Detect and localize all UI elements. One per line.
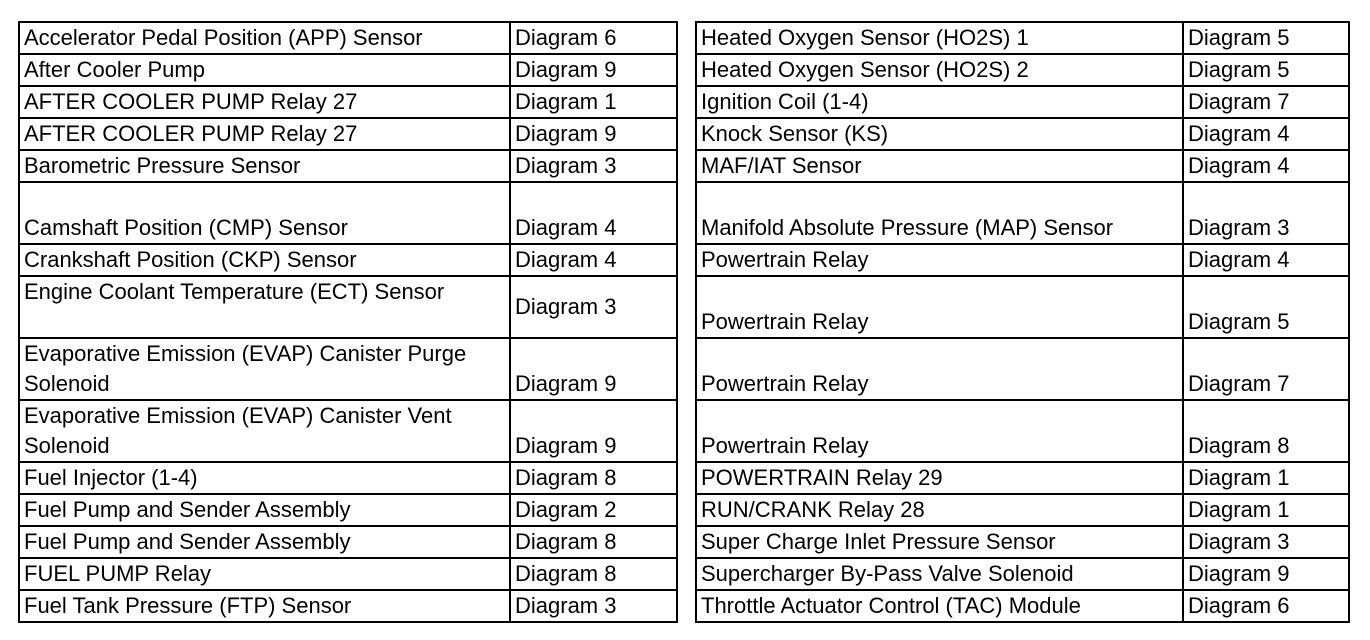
table-row bbox=[19, 150, 1349, 182]
table-row bbox=[19, 182, 1349, 244]
component-name-cell: Fuel Tank Pressure (FTP) Sensor bbox=[19, 590, 510, 622]
diagram-ref-cell: Diagram 4 bbox=[510, 182, 677, 244]
table-row bbox=[19, 494, 1349, 526]
diagram-ref-cell: Diagram 3 bbox=[510, 276, 677, 338]
table-row bbox=[19, 462, 1349, 494]
diagram-ref-cell: Diagram 9 bbox=[510, 54, 677, 86]
diagram-ref-cell: Diagram 3 bbox=[1183, 526, 1349, 558]
component-name-cell: Barometric Pressure Sensor bbox=[19, 150, 510, 182]
component-name-cell: Manifold Absolute Pressure (MAP) Sensor bbox=[696, 182, 1183, 244]
component-name-cell: FUEL PUMP Relay bbox=[19, 558, 510, 590]
diagram-ref-cell: Diagram 9 bbox=[510, 118, 677, 150]
component-name-cell: Super Charge Inlet Pressure Sensor bbox=[696, 526, 1183, 558]
diagram-ref-cell: Diagram 2 bbox=[510, 494, 677, 526]
table-row bbox=[19, 526, 1349, 558]
component-name-cell: Heated Oxygen Sensor (HO2S) 2 bbox=[696, 54, 1183, 86]
table-row bbox=[19, 590, 1349, 622]
diagram-ref-cell: Diagram 7 bbox=[1183, 338, 1349, 400]
diagram-ref-cell: Diagram 9 bbox=[510, 400, 677, 462]
component-name-cell: AFTER COOLER PUMP Relay 27 bbox=[19, 86, 510, 118]
component-name-cell: Heated Oxygen Sensor (HO2S) 1 bbox=[696, 22, 1183, 54]
diagram-ref-cell: Diagram 3 bbox=[510, 590, 677, 622]
component-name-cell: MAF/IAT Sensor bbox=[696, 150, 1183, 182]
diagram-ref-cell: Diagram 4 bbox=[1183, 118, 1349, 150]
component-name-cell: POWERTRAIN Relay 29 bbox=[696, 462, 1183, 494]
component-name-cell: Supercharger By-Pass Valve Solenoid bbox=[696, 558, 1183, 590]
table-row bbox=[19, 276, 1349, 338]
column-gap bbox=[677, 338, 696, 400]
column-gap bbox=[677, 54, 696, 86]
diagram-ref-cell: Diagram 1 bbox=[1183, 494, 1349, 526]
component-name-cell: Evaporative Emission (EVAP) Canister Vent Solenoid bbox=[19, 400, 510, 462]
diagram-ref-cell: Diagram 5 bbox=[1183, 54, 1349, 86]
component-name-cell: Fuel Injector (1-4) bbox=[19, 462, 510, 494]
table-row bbox=[19, 86, 1349, 118]
diagram-ref-cell: Diagram 8 bbox=[510, 462, 677, 494]
column-gap bbox=[677, 22, 696, 54]
diagram-ref-cell: Diagram 5 bbox=[1183, 22, 1349, 54]
column-gap bbox=[677, 276, 696, 338]
column-gap bbox=[677, 590, 696, 622]
table-row bbox=[19, 22, 1349, 54]
column-gap bbox=[677, 526, 696, 558]
table-row bbox=[19, 400, 1349, 462]
table-row bbox=[19, 244, 1349, 276]
component-name-cell: Fuel Pump and Sender Assembly bbox=[19, 526, 510, 558]
diagram-ref-cell: Diagram 5 bbox=[1183, 276, 1349, 338]
component-name-cell: Accelerator Pedal Position (APP) Sensor bbox=[19, 22, 510, 54]
column-gap bbox=[677, 118, 696, 150]
diagram-ref-cell: Diagram 4 bbox=[510, 244, 677, 276]
table-row bbox=[19, 54, 1349, 86]
diagram-ref-cell: Diagram 8 bbox=[1183, 400, 1349, 462]
component-name-cell: After Cooler Pump bbox=[19, 54, 510, 86]
diagram-ref-cell: Diagram 9 bbox=[1183, 558, 1349, 590]
diagram-ref-cell: Diagram 1 bbox=[1183, 462, 1349, 494]
diagram-ref-cell: Diagram 1 bbox=[510, 86, 677, 118]
component-name-cell: RUN/CRANK Relay 28 bbox=[696, 494, 1183, 526]
table-row bbox=[19, 338, 1349, 400]
component-name-cell: Powertrain Relay bbox=[696, 400, 1183, 462]
component-name-cell: Powertrain Relay bbox=[696, 244, 1183, 276]
table-row bbox=[19, 118, 1349, 150]
diagram-ref-cell: Diagram 8 bbox=[510, 558, 677, 590]
component-name-cell: Throttle Actuator Control (TAC) Module bbox=[696, 590, 1183, 622]
component-name-cell: Powertrain Relay bbox=[696, 276, 1183, 338]
column-gap bbox=[677, 244, 696, 276]
component-name-cell: Crankshaft Position (CKP) Sensor bbox=[19, 244, 510, 276]
column-gap bbox=[677, 182, 696, 244]
component-name-cell: Camshaft Position (CMP) Sensor bbox=[19, 182, 510, 244]
component-name-cell: Powertrain Relay bbox=[696, 338, 1183, 400]
component-name-cell: Fuel Pump and Sender Assembly bbox=[19, 494, 510, 526]
diagram-ref-cell: Diagram 3 bbox=[1183, 182, 1349, 244]
component-name-cell: Knock Sensor (KS) bbox=[696, 118, 1183, 150]
component-diagram-index-table bbox=[18, 21, 1350, 623]
component-name-cell: Engine Coolant Temperature (ECT) Sensor bbox=[19, 276, 510, 338]
column-gap bbox=[677, 558, 696, 590]
diagram-ref-cell: Diagram 7 bbox=[1183, 86, 1349, 118]
diagram-ref-cell: Diagram 8 bbox=[510, 526, 677, 558]
column-gap bbox=[677, 400, 696, 462]
column-gap bbox=[677, 150, 696, 182]
diagram-ref-cell: Diagram 4 bbox=[1183, 244, 1349, 276]
component-name-cell: Ignition Coil (1-4) bbox=[696, 86, 1183, 118]
table-row bbox=[19, 558, 1349, 590]
diagram-ref-cell: Diagram 6 bbox=[1183, 590, 1349, 622]
column-gap bbox=[677, 86, 696, 118]
column-gap bbox=[677, 462, 696, 494]
diagram-ref-cell: Diagram 9 bbox=[510, 338, 677, 400]
diagram-ref-cell: Diagram 6 bbox=[510, 22, 677, 54]
column-gap bbox=[677, 494, 696, 526]
component-name-cell: AFTER COOLER PUMP Relay 27 bbox=[19, 118, 510, 150]
diagram-ref-cell: Diagram 4 bbox=[1183, 150, 1349, 182]
diagram-ref-cell: Diagram 3 bbox=[510, 150, 677, 182]
component-name-cell: Evaporative Emission (EVAP) Canister Purge Solenoid bbox=[19, 338, 510, 400]
